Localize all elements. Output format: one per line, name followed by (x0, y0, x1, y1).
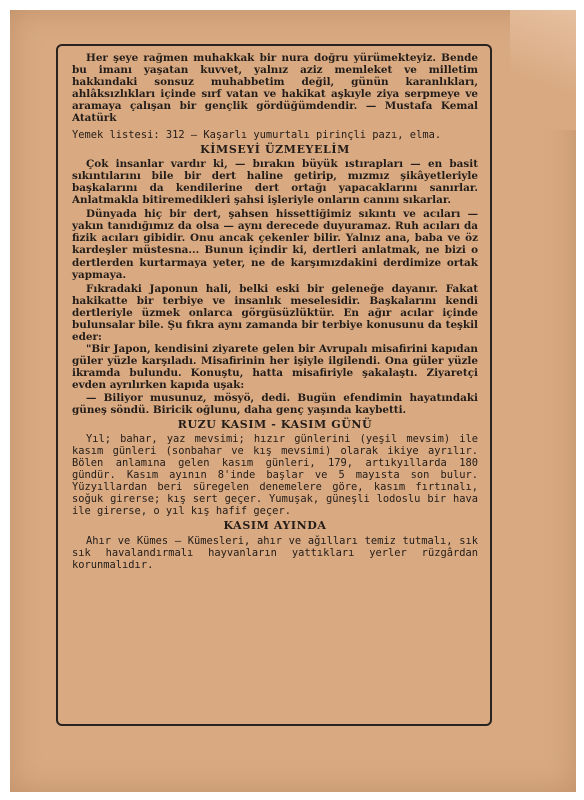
article1-paragraph-4: "Bir Japon, kendisini ziyarete gelen bir Avrupalı misafirini kapıdan güler yüzle karşıladı. Misafirinin her işiyle ilgilendi. Ona güler yüzle ikramda bulundu. Konuştu, hatta misafiriyle şakalaştı. Ziyaretçi evden ayrılırken kapıda uşak: (72, 343, 478, 392)
article3-title: KASIM AYINDA (223, 519, 327, 533)
article2-title: RUZU KASIM - KASIM GÜNÜ (177, 417, 373, 431)
article1-paragraph-1: Çok insanlar vardır ki, — bırakın büyük ıstırapları — en basit sıkıntılarını bile bir dert haline getirip, mızmız şikâyetleriyle başkalarını da kendilerine dert ortağı yapacaklarını sanırlar. Anlatmakla bitiremedikleri şahsi işleriyle onların canını sıkarlar. (72, 157, 478, 207)
article1-paragraph-5: — Biliyor musunuz, mösyö, dedi. Bugün efendimin hayatındaki güneş söndü. Biricik oğlunu, daha genç yaşında kaybetti. (72, 391, 478, 416)
article1-paragraph-3: Fıkradaki Japonun hali, belki eski bir geleneğe dayanır. Fakat hakikatte bir terbiye ve insanlık meselesidir. Başkalarını kendi dertleriyle üzmek onlarca görgüsüzlüktür. En ağır acılar içinde bulunsalar bile. Şu fıkra aynı zamanda bir terbiye konusunu da teşkil eder: (72, 282, 478, 344)
ataturk-quote: Her şeye rağmen muhakkak bir nura doğru yürümekteyiz. Bende bu imanı yaşatan kuvvet, yalnız aziz memleket ve milletim hakkındaki sonsuz muhabbetim değil, günün karanlıkları, ahlâksızlıkları içinde sırf vatan ve hakikat aşkıyle ziya serpmeye ve aramaya çalışan bir gençlik gördüğümdendir. — Mustafa Kemal Atatürk (72, 52, 478, 125)
bordered-text-frame (56, 44, 492, 726)
article3-paragraph: Ahır ve Kümes — Kümesleri, ahır ve ağılları temiz tutmalı, sık sık havalandırmalı hayvanların yattıkları yerler rüzgârdan korunmalıdır. (72, 534, 478, 571)
article2-paragraph: Yıl; bahar, yaz mevsimi; hızır günlerini (yeşil mevsim) ile kasım günleri (sonbahar ve kış mevsimi) olarak ikiye ayrılır. Bölen anlamına gelen kasım günleri, 179, artıkyıllarda 180 gündür. Kasım ayının 8'inde başlar ve 5 mayısta son bulur. Yüzyıllardan beri süregelen denemelere göre, kasım fırtınalı, soğuk girerse; kış sert geçer. Yumuşak, güneşli lodoslu bir hava ile girerse, o yıl kış hafif geçer. (72, 432, 478, 518)
article1-paragraph-2: Dünyada hiç bir dert, şahsen hissettiğimiz sıkıntı ve acıları — yakın tanıdığımız da olsa — aynı derecede duyuramaz. Ruh acıları da fizik acıları gibidir. Onu ancak çekenler bilir. Yalnız ana, baba ve öz kardeşler müstesna... Bunun içindir ki, dertleri anlatmak, ne bizi o dertlerden kurtarmaya yeter, ne de karşımızdakini derdimize ortak yapmaya. (72, 208, 478, 281)
menu-line: Yemek listesi: 312 — Kaşarlı yumurtalı pirinçli pazı, elma. (72, 128, 442, 141)
article1-title: KİMSEYİ ÜZMEYELİM (200, 142, 350, 156)
paper-fold (510, 10, 576, 130)
